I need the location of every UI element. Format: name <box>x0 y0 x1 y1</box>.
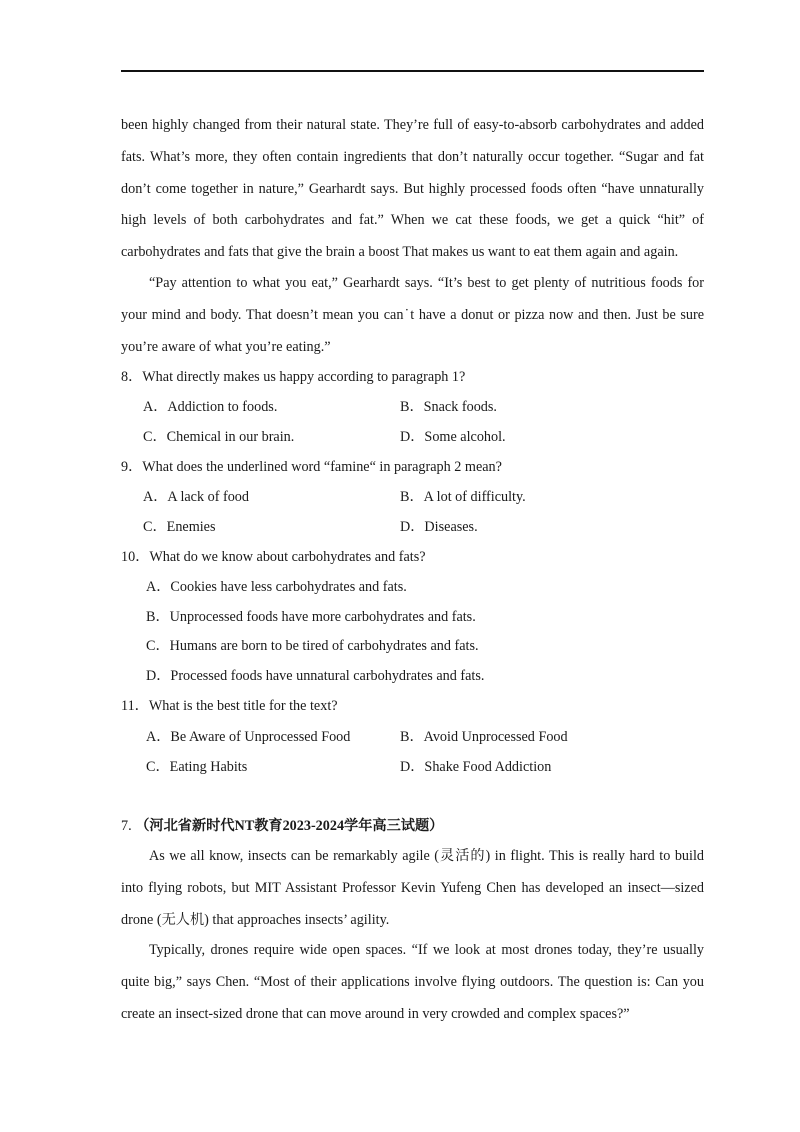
q8-option-a: A．Addiction to foods. <box>143 399 278 415</box>
q10-option-b: B．Unprocessed foods have more carbohydrates and fats. <box>146 609 476 625</box>
q11-option-a: A．Be Aware of Unprocessed Food <box>146 729 351 745</box>
q11-option-b: B．Avoid Unprocessed Food <box>400 729 568 745</box>
section-7-source: （河北省新时代NT教育2023-2024学年高三试题） <box>135 818 444 834</box>
section-7-heading <box>121 816 443 836</box>
section-7-paragraph-1: As we all know, insects can be remarkably agile (灵活的) in flight. This is really hard to build into flying robots, but MIT Assistant Professor Kevin Yufeng Chen has developed an insect—sized drone (无人机) that approaches insects’ agility. <box>121 848 704 928</box>
passage-paragraph-2: “Pay attention to what you eat,” Gearhardt says. “It’s best to get plenty of nutritious foods for your mind and body. That doesn’t mean you can˙t have a donut or pizza now and then. Just be sure you’re aware of what you’re eating.” <box>121 275 704 355</box>
section-7-number: 7. <box>121 818 132 834</box>
question-8-stem: 8．What directly makes us happy according to paragraph 1? <box>121 369 466 385</box>
passage-paragraph-1: been highly changed from their natural state. They’re full of easy-to-absorb carbohydrates and added fats. What’s more, they often contain ingredients that don’t naturally occur together. “Sugar and fat don’t come together in nature,” Gearhardt says. But highly processed foods often “have unnaturally high levels of both carbohydrates and fat.” When we cat these foods, we get a quick “hit” of carbohydrates and fats that give the brain a boost That makes us want to eat them again and again. <box>121 117 704 261</box>
q9-option-d: D．Diseases. <box>400 519 478 535</box>
q9-option-a: A．A lack of food <box>143 489 249 505</box>
q10-option-a: A．Cookies have less carbohydrates and fats. <box>146 579 407 595</box>
question-11-stem: 11．What is the best title for the text? <box>121 698 338 714</box>
q10-option-d: D．Processed foods have unnatural carbohydrates and fats. <box>146 668 485 684</box>
q11-option-c: C．Eating Habits <box>146 759 248 775</box>
q10-option-c: C．Humans are born to be tired of carbohydrates and fats. <box>146 638 479 654</box>
q8-option-d: D．Some alcohol. <box>400 429 506 445</box>
question-9-stem: 9．What does the underlined word “famine“ in paragraph 2 mean? <box>121 459 502 475</box>
header-rule <box>121 70 704 72</box>
q9-option-b: B．A lot of difficulty. <box>400 489 526 505</box>
q9-option-c: C．Enemies <box>143 519 216 535</box>
q8-option-c: C．Chemical in our brain. <box>143 429 295 445</box>
question-10-stem: 10．What do we know about carbohydrates and fats? <box>121 549 426 565</box>
q11-option-d: D．Shake Food Addiction <box>400 759 552 775</box>
section-7-paragraph-2: Typically, drones require wide open spaces. “If we look at most drones today, they’re usually quite big,” says Chen. “Most of their applications involve flying outdoors. The question is: Can you create an insect-sized drone that can move around in very crowded and complex spaces?” <box>121 942 704 1022</box>
q8-option-b: B．Snack foods. <box>400 399 497 415</box>
